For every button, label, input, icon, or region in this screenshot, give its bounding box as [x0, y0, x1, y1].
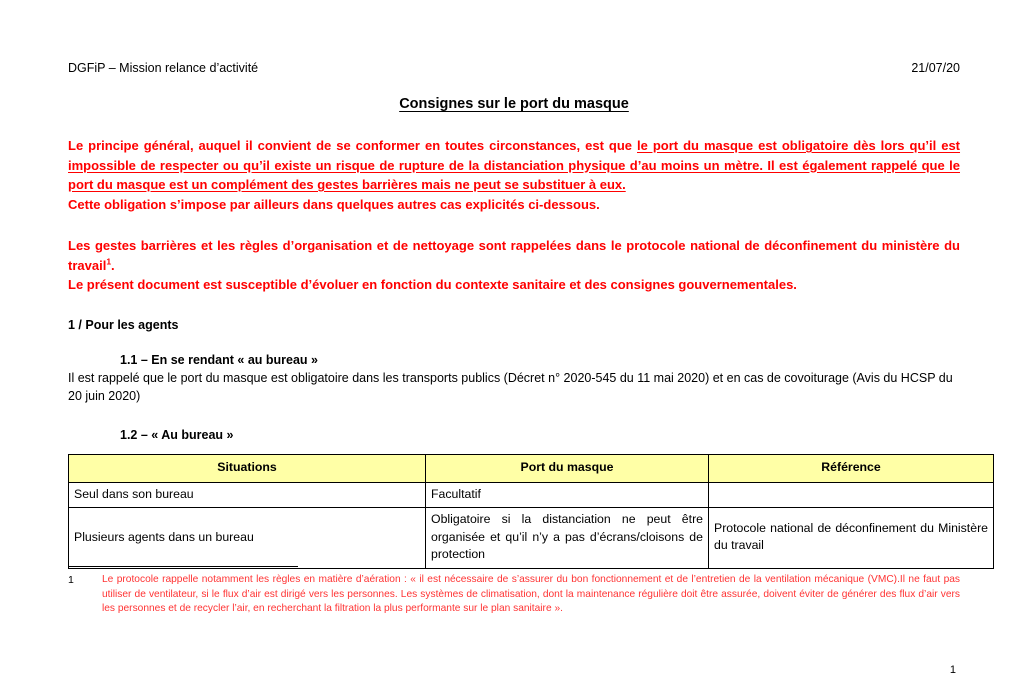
footnote-reference-marker[interactable]: 1 [106, 256, 112, 267]
cell-situation: Plusieurs agents dans un bureau [69, 508, 426, 569]
spacer [68, 444, 960, 454]
document-header [68, 60, 960, 76]
section-1-1-body: Il est rappelé que le port du masque est obligatoire dans les transports publics (Décret n° 2020-545 du 11 mai 2020) et en cas de covoiturage (Avis du HCSP du 20 juin 2020) [68, 370, 953, 403]
table-head [69, 454, 994, 482]
table-body [69, 482, 994, 568]
table-header-reference: Référence [709, 454, 994, 482]
table-header-row [69, 454, 994, 482]
footnote [68, 573, 960, 617]
cell-port-du-masque: Obligatoire si la distanciation ne peut être organisée et qu’il n’y a pas d’écrans/cloisons de protection [426, 508, 709, 569]
cell-port-du-masque: Facultatif [426, 482, 709, 508]
table-header-situations: Situations [69, 454, 426, 482]
cell-reference [709, 482, 994, 508]
protocole-text-end: . [111, 257, 115, 273]
intro-underlined-text: le port du masque est obligatoire dès lors qu’il est impossible de respecter ou qu’il existe un risque de rupture de la distanciation physique d’au moins un mètre. Il est également rappelé que le port du masque est un complément des gestes barrières mais ne peut se substituer à eux. [68, 138, 961, 192]
intro-other-cases-text: Cette obligation s’impose par ailleurs dans quelques autres cas explicités ci-dessous. [68, 196, 600, 212]
cell-reference: Protocole national de déconfinement du Ministère du travail [709, 508, 994, 569]
intro-lead-text: Le principe général, auquel il convient de se conformer en toutes circonstances, est que [68, 138, 638, 153]
mask-rules-table [68, 454, 994, 569]
intro-paragraph-obligation [68, 136, 960, 195]
page-title [68, 94, 960, 114]
table-row [69, 508, 994, 569]
spacer [68, 334, 960, 352]
section-heading-1: 1 / Pour les agents [68, 317, 179, 332]
spacer [68, 405, 960, 427]
document-content [68, 60, 988, 569]
table-row [69, 482, 994, 508]
intro-paragraph-other-cases [68, 195, 960, 215]
intro-paragraph-evolution [68, 275, 960, 295]
footnote-area [68, 566, 960, 617]
footnote-text: Le protocole rappelle notamment les règles en matière d’aération : « il est nécessaire de s’assurer du bon fonctionnement et de l’entretien de la ventilation mécanique (VMC).Il ne faut pas utiliser de ventilateur, si le flux d’air est dirigé vers les personnes. Les systèmes de climatisation, dont la maintenance régulière doit être assurée, doivent éviter de générer des flux d’air vers les personnes et de recycler l’air, en recherchant la filtration la plus performante sur le plan sanitaire ». [102, 574, 960, 614]
header-organisation: DGFiP – Mission relance d’activité [68, 61, 259, 75]
header-date: 21/07/20 [911, 61, 960, 75]
intro-paragraph-protocole [68, 236, 960, 275]
section-heading-1-2: 1.2 – « Au bureau » [120, 427, 234, 442]
page-number: 1 [949, 664, 956, 676]
footnote-number: 1 [68, 574, 74, 586]
evolution-text: Le présent document est susceptible d’évoluer en fonction du contexte sanitaire et des consignes gouvernementales. [68, 277, 797, 292]
spacer [68, 295, 960, 317]
page-title-text: Consignes sur le port du masque [399, 96, 629, 112]
cell-situation: Seul dans son bureau [69, 482, 426, 508]
footnote-separator [68, 566, 298, 567]
section-heading-1-1: 1.1 – En se rendant « au bureau » [120, 352, 318, 367]
spacer [68, 214, 960, 236]
protocole-text: Les gestes barrières et les règles d’organisation et de nettoyage sont rappelées dans le protocole national de déconfinement du ministère du travail [68, 238, 960, 273]
table-header-port-du-masque: Port du masque [426, 454, 709, 482]
